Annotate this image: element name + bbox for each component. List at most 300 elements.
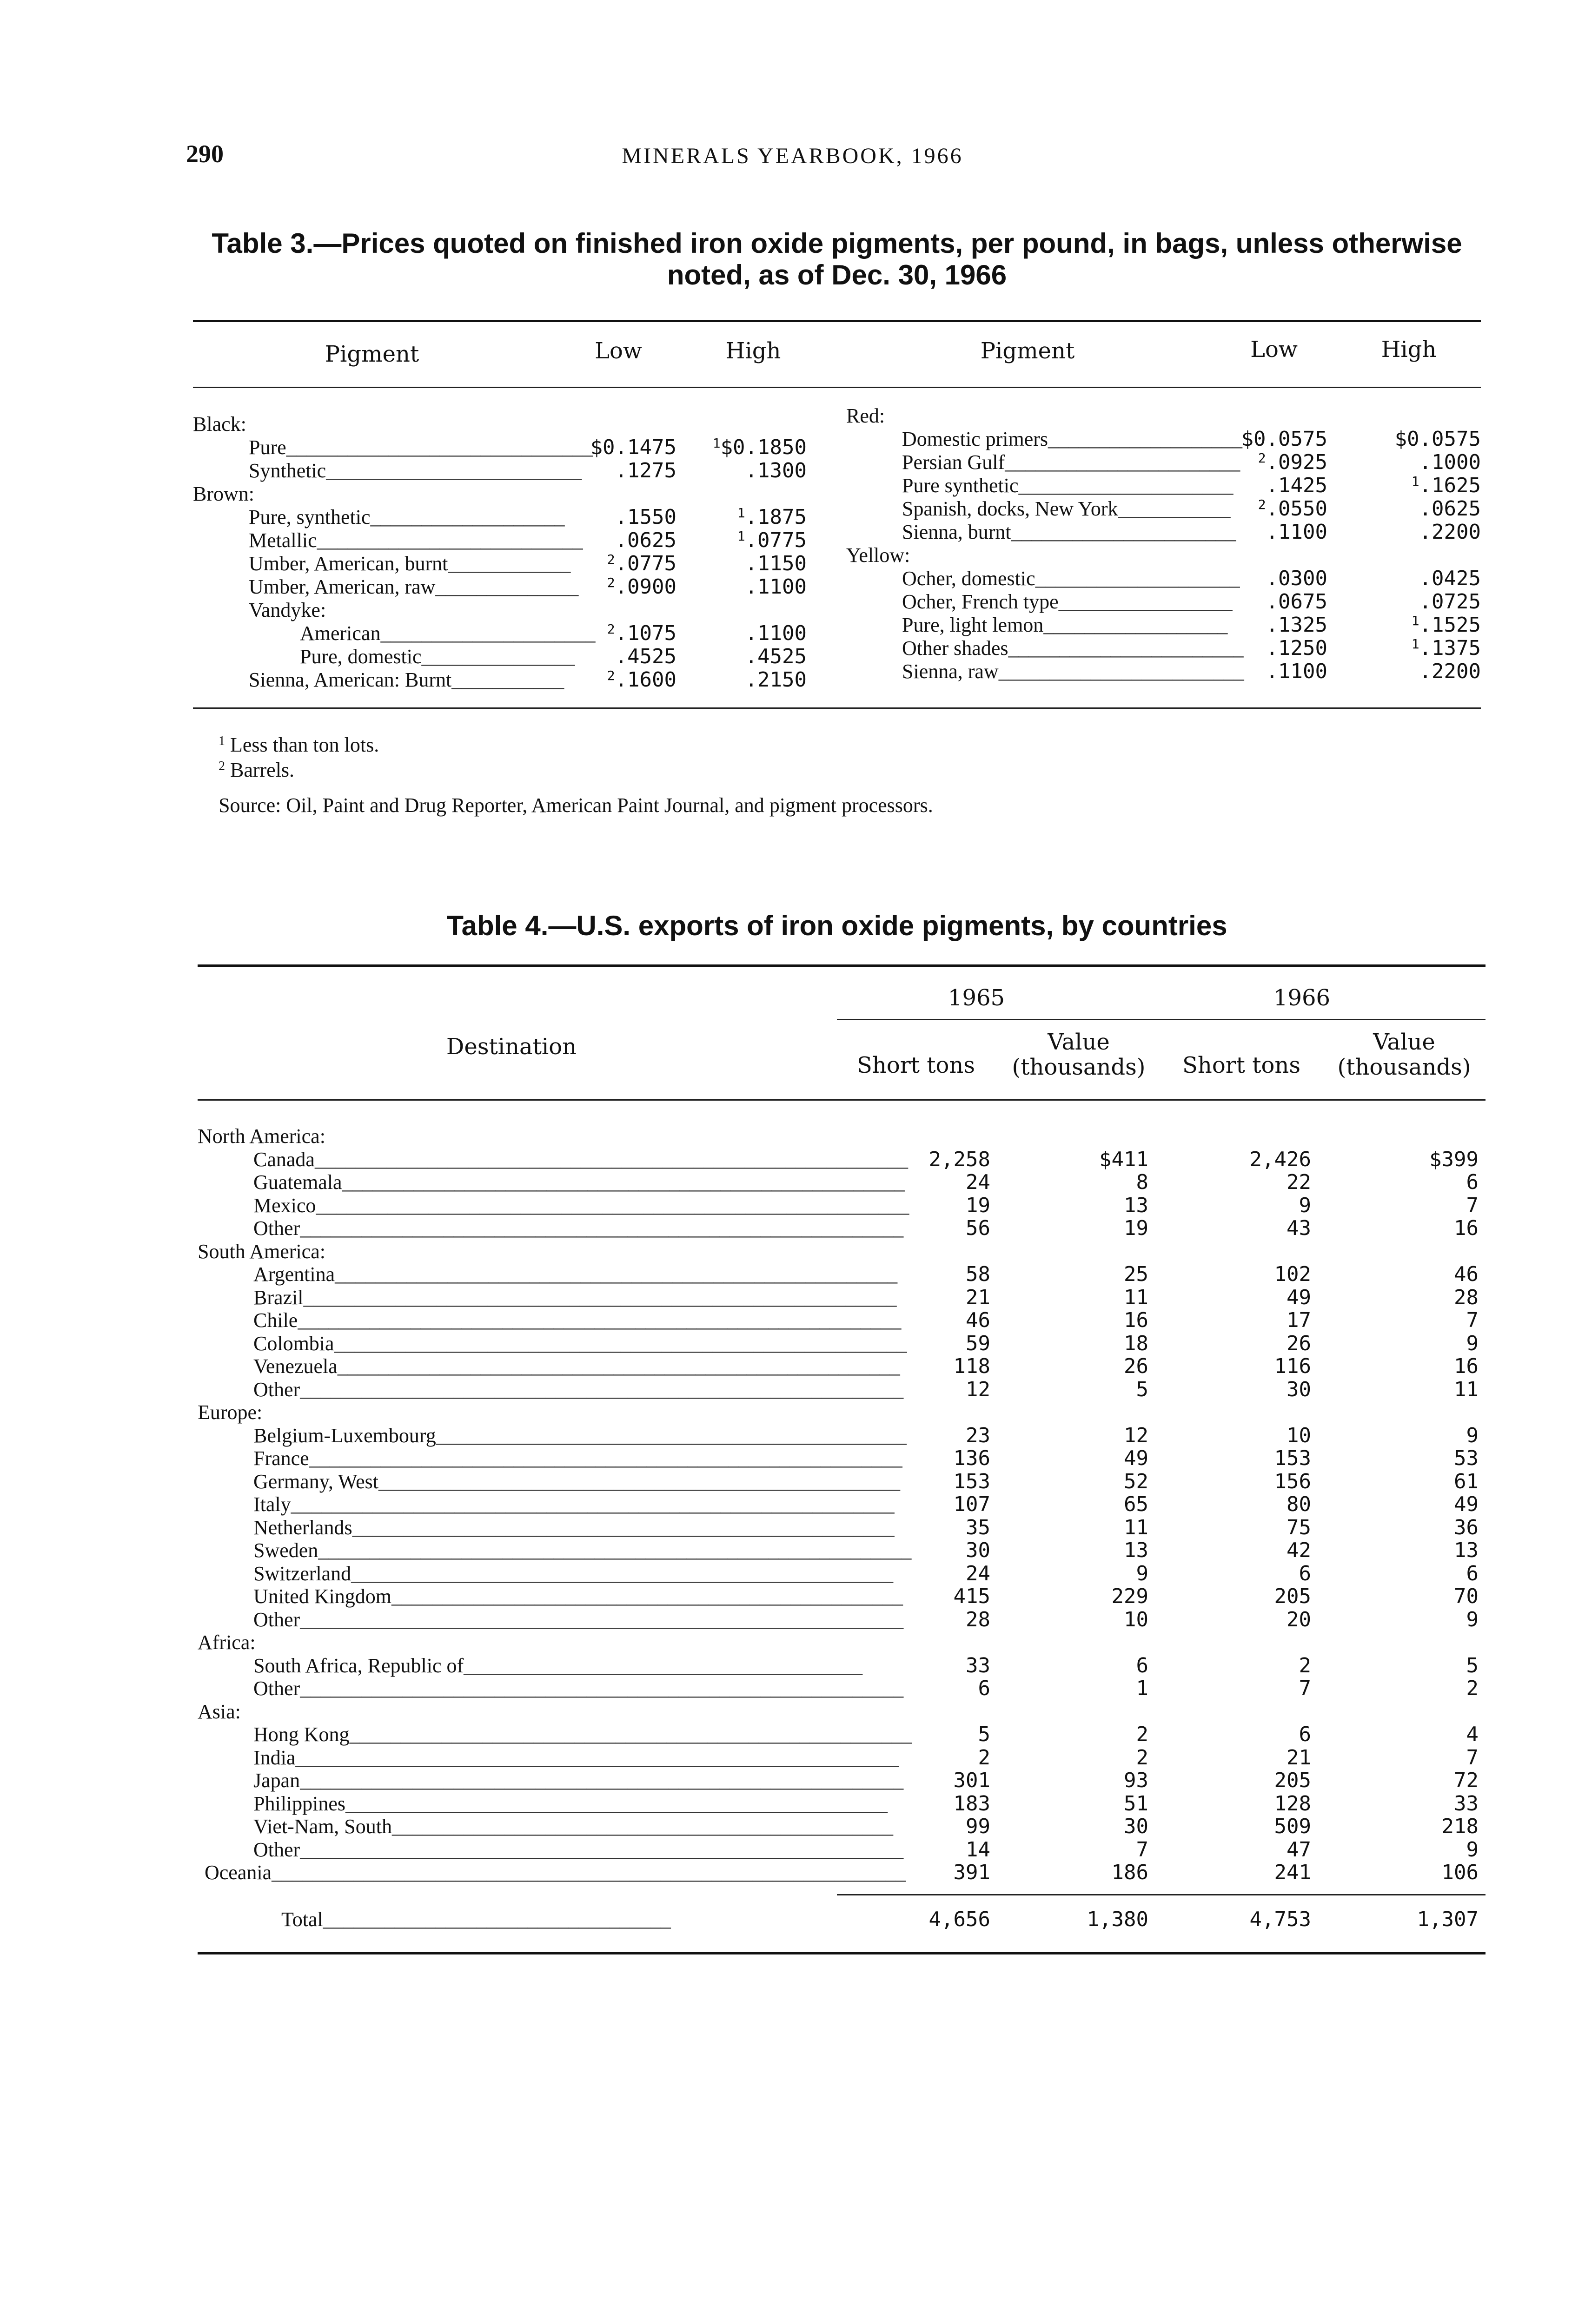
footnote-ref: 1: [1411, 613, 1419, 628]
page-number: 290: [186, 140, 224, 168]
table4-value-1966: 11: [1454, 1378, 1479, 1401]
destination-label: Other: [253, 1217, 300, 1240]
table3-row-label: [902, 428, 1242, 451]
table4-short-tons-1966: 30: [1287, 1378, 1311, 1401]
table4-total-value-1966: 1,307: [1417, 1908, 1479, 1931]
table3-high-price: [1365, 474, 1481, 497]
leader-dots: ___________________________________________________________: [295, 1746, 899, 1769]
table3-row-label: [249, 506, 565, 529]
table3-high-price: [690, 668, 807, 692]
table3-high-price: [690, 552, 807, 575]
table4-row-label: [253, 1539, 911, 1562]
table4-row-label: [253, 1654, 862, 1677]
table4-row-label: [253, 1516, 895, 1539]
table3-low-price: [560, 645, 676, 668]
destination-label: Guatemala: [253, 1171, 342, 1194]
table4-short-tons-1965: 24: [966, 1562, 990, 1585]
price-value: .1550: [615, 505, 676, 529]
table3-high-price: [690, 506, 807, 529]
table4-short-tons-1965: 59: [966, 1332, 990, 1355]
table4-value-1965: 10: [1124, 1608, 1148, 1631]
table4-short-tons-1965: 136: [953, 1446, 990, 1470]
table3-low-price: [1211, 428, 1327, 451]
table3-low-price: [1211, 660, 1327, 683]
table3-low-price: [560, 529, 676, 552]
table4-value-1966: 218: [1441, 1815, 1479, 1838]
destination-label: Philippines: [253, 1792, 346, 1815]
table4-header-1965: 1965: [948, 985, 1005, 1011]
leader-dots: __________________________________________________________: [303, 1286, 897, 1309]
table4-value-1966: 7: [1466, 1194, 1479, 1217]
table4-value-1966: 6: [1466, 1562, 1479, 1585]
table4-row-label: [198, 1700, 241, 1723]
leader-dots: ___________________: [1048, 428, 1243, 450]
pigment-label: Umber, American, raw: [249, 575, 436, 598]
footnote-ref: 1: [712, 436, 721, 451]
destination-label: Brazil: [253, 1286, 304, 1309]
price-value: .0625: [615, 528, 676, 552]
table4-value-1966: 7: [1466, 1746, 1479, 1769]
table4-value-1965: 93: [1124, 1769, 1148, 1792]
table4-row-label: [253, 1332, 907, 1355]
table4-value-1966: 106: [1441, 1861, 1479, 1884]
table4-total-rule: [837, 1894, 1486, 1895]
table3-low-price: [1211, 567, 1327, 590]
table4-row-label: [253, 1562, 893, 1585]
price-value: .0625: [1419, 497, 1481, 521]
value-line2: (thousands): [1337, 1054, 1471, 1080]
price-value: .1325: [1266, 613, 1327, 637]
table4-short-tons-1965: 183: [953, 1792, 990, 1816]
table4-total-value-1965: 1,380: [1087, 1908, 1148, 1931]
destination-label: Mexico: [253, 1194, 316, 1217]
pigment-label: Domestic primers: [902, 428, 1048, 450]
table4-value-1966: 2: [1466, 1677, 1479, 1700]
price-value: .2150: [745, 668, 807, 692]
table3-row-label: [249, 575, 578, 599]
table4-value-1965: 65: [1124, 1492, 1148, 1516]
pigment-label: Other shades: [902, 637, 1008, 660]
table4-value-1965: 26: [1124, 1354, 1148, 1378]
leader-dots: __________________________________________________: [391, 1585, 903, 1608]
footnote-mark: 1: [219, 734, 225, 748]
destination-label: Other: [253, 1838, 300, 1861]
table4-value-1966: 70: [1454, 1585, 1479, 1608]
price-value: .1100: [745, 621, 807, 645]
price-value: .0775: [745, 528, 807, 552]
table4-row-label: [198, 1125, 325, 1148]
table4-row-label: [253, 1723, 912, 1746]
table3-row-label: [902, 474, 1234, 497]
table4-row-label: [253, 1309, 901, 1332]
table3-low-price: [560, 459, 676, 482]
price-value: .2200: [1419, 520, 1481, 544]
price-value: .1600: [615, 668, 676, 692]
price-value: .4525: [745, 645, 807, 668]
table3-high-price: [1365, 521, 1481, 544]
table3-high-price: [1365, 614, 1481, 637]
table4-short-tons-1966: 205: [1274, 1769, 1311, 1792]
leader-dots: ___________________________________________________________: [300, 1769, 904, 1792]
leader-dots: __________________________________________________________: [316, 1194, 909, 1217]
table4-value-1965: 6: [1136, 1654, 1148, 1677]
price-value: .0775: [615, 552, 676, 575]
pigment-label: Ocher, domestic: [902, 567, 1035, 590]
table3-low-price: [560, 622, 676, 645]
footnote-ref: 2: [607, 668, 615, 683]
table3-row-label: [902, 567, 1240, 590]
running-head: MINERALS YEARBOOK, 1966: [622, 144, 963, 168]
destination-label: France: [253, 1447, 309, 1470]
table4-value-1966: 9: [1466, 1838, 1479, 1862]
leader-dots: ______________________________________________________________: [272, 1861, 906, 1884]
table4-short-tons-1965: 6: [978, 1677, 990, 1700]
leader-dots: ___________________________________________________________: [298, 1309, 902, 1332]
leader-dots: _________________: [1058, 590, 1233, 613]
footnote-ref: 1: [737, 528, 745, 544]
table3-row-label: [902, 637, 1244, 660]
destination-label: Africa:: [198, 1631, 256, 1654]
price-value: $0.0575: [1394, 427, 1481, 451]
price-value: .0300: [1266, 567, 1327, 590]
table4-short-tons-1966: 9: [1299, 1194, 1311, 1217]
leader-dots: _______________________________________________________: [349, 1723, 912, 1746]
table4-header-destination: Destination: [446, 1034, 577, 1060]
table3-row-label: [193, 413, 246, 436]
price-value: .1525: [1419, 613, 1481, 637]
table4-short-tons-1965: 30: [966, 1538, 990, 1562]
table4-row-label: [198, 1401, 262, 1424]
price-value: .1300: [745, 459, 807, 482]
table4-row-label: [253, 1447, 902, 1470]
table4-value-1965: 52: [1124, 1470, 1148, 1493]
table3-low-price: [1211, 521, 1327, 544]
destination-label: Sweden: [253, 1539, 318, 1562]
table3-source: Source: Oil, Paint and Drug Reporter, American Paint Journal, and pigment processors.: [219, 794, 933, 817]
table4-value-1966: 9: [1466, 1332, 1479, 1355]
table4-value-1965: 19: [1124, 1216, 1148, 1240]
table3-title: [186, 228, 1488, 291]
table4-value-1966: 9: [1466, 1424, 1479, 1447]
table4-row-label: [253, 1792, 888, 1816]
price-value: .0925: [1266, 450, 1327, 474]
table4-short-tons-1965: 24: [966, 1170, 990, 1194]
table4-short-tons-1965: 14: [966, 1838, 990, 1862]
table3-high-price: [1365, 428, 1481, 451]
footnote-ref: 2: [607, 575, 615, 590]
table4-short-tons-1965: 2: [978, 1746, 990, 1769]
table3-high-price: [690, 645, 807, 668]
table4-short-tons-1966: 26: [1287, 1332, 1311, 1355]
table3-row-label: [902, 614, 1227, 637]
leader-dots: _________________________: [326, 459, 582, 482]
table4-short-tons-1966: 241: [1274, 1861, 1311, 1884]
leader-dots: __________________________________________________________: [318, 1539, 912, 1562]
table4-short-tons-1966: 509: [1274, 1815, 1311, 1838]
pigment-label: Red:: [846, 404, 885, 427]
table3-title-line1: Table 3.—Prices quoted on finished iron oxide pigments, per pound, in bags, unless otherwise: [212, 228, 1462, 259]
table4-short-tons-1965: 23: [966, 1424, 990, 1447]
table4-short-tons-1966: 20: [1287, 1608, 1311, 1631]
destination-label: Europe:: [198, 1401, 263, 1424]
price-value: .1375: [1419, 636, 1481, 660]
table4-short-tons-1966: 153: [1274, 1446, 1311, 1470]
table4-value-1965: 2: [1136, 1723, 1148, 1746]
table4-value-1966: 9: [1466, 1608, 1479, 1631]
leader-dots: ______________: [435, 575, 579, 598]
table3-row-label: [249, 552, 570, 575]
table4-row-label: [253, 1217, 903, 1240]
destination-label: Canada: [253, 1148, 315, 1171]
table4-value-1965: 49: [1124, 1446, 1148, 1470]
table4-value-1965: 51: [1124, 1792, 1148, 1816]
pigment-label: American: [300, 622, 381, 645]
leader-dots: _______________________________________________________: [337, 1355, 900, 1378]
table3-footnote-2: [219, 759, 294, 782]
table4-value-1965: 8: [1136, 1170, 1148, 1194]
table3-row-label: [249, 668, 564, 692]
footnote-ref: 2: [607, 552, 615, 567]
table4-short-tons-1966: 43: [1287, 1216, 1311, 1240]
destination-label: Argentina: [253, 1263, 335, 1286]
table4-short-tons-1966: 205: [1274, 1585, 1311, 1608]
table4-value-1966: 16: [1454, 1216, 1479, 1240]
leader-dots: _____________________________________________________: [352, 1516, 895, 1539]
table4-value-1965: 186: [1111, 1861, 1148, 1884]
leader-dots: __________________________________________________________: [309, 1447, 902, 1470]
table4-value-1965: 11: [1124, 1286, 1148, 1309]
destination-label: Netherlands: [253, 1516, 352, 1539]
price-value: .4525: [615, 645, 676, 668]
destination-label: North America:: [198, 1125, 325, 1148]
table4-value-1965: 7: [1136, 1838, 1148, 1862]
table3-row-label: [249, 529, 583, 552]
table3-row-label: [249, 459, 582, 482]
table4-value-1966: 49: [1454, 1492, 1479, 1516]
table4-row-label: [253, 1470, 900, 1493]
destination-label: United Kingdom: [253, 1585, 391, 1608]
table4-short-tons-1965: 415: [953, 1585, 990, 1608]
table4-short-tons-1965: 391: [953, 1861, 990, 1884]
table4-value-1966: 28: [1454, 1286, 1479, 1309]
table4-value-1965: 229: [1111, 1585, 1148, 1608]
table3-row-label: [300, 622, 595, 645]
price-value: .1150: [745, 552, 807, 575]
table4-total-tons-1965: 4,656: [928, 1908, 990, 1931]
table3-header-pigment-right: Pigment: [980, 338, 1075, 364]
pigment-label: Pure synthetic: [902, 474, 1019, 497]
table4-value-1965: 25: [1124, 1262, 1148, 1286]
pigment-label: Pure: [249, 436, 286, 459]
table4-short-tons-1965: 107: [953, 1492, 990, 1516]
table3-row-label: [300, 645, 575, 668]
table4-value-1965: 16: [1124, 1308, 1148, 1332]
table3-header-low-right: Low: [1250, 337, 1298, 363]
table3-low-price: [1211, 497, 1327, 521]
table3-high-price: [1365, 637, 1481, 660]
table4-value-1965: 5: [1136, 1378, 1148, 1401]
table4-short-tons-1966: 2,426: [1249, 1148, 1311, 1171]
table3-title-line2: noted, as of Dec. 30, 1966: [667, 259, 1007, 290]
table3-low-price: [1211, 451, 1327, 474]
table4-short-tons-1966: 42: [1287, 1538, 1311, 1562]
table4-short-tons-1965: 153: [953, 1470, 990, 1493]
table4-short-tons-1966: 128: [1274, 1792, 1311, 1816]
table4-short-tons-1966: 75: [1287, 1516, 1311, 1539]
table4-value-1966: 5: [1466, 1654, 1479, 1677]
table3-high-price: [1365, 497, 1481, 521]
destination-label: Hong Kong: [253, 1723, 350, 1746]
table4-short-tons-1966: 10: [1287, 1424, 1311, 1447]
destination-label: Viet-Nam, South: [253, 1815, 392, 1838]
leader-dots: _________________________________________________: [392, 1815, 893, 1838]
table3-bottom-rule: [193, 707, 1481, 709]
table3-row-label: [249, 599, 326, 622]
table4-value-1966: 36: [1454, 1516, 1479, 1539]
destination-label: Venezuela: [253, 1355, 338, 1378]
table4-total-label: [281, 1908, 671, 1931]
destination-label: Other: [253, 1677, 300, 1700]
table4-short-tons-1966: 17: [1287, 1308, 1311, 1332]
table4-value-1965: $411: [1099, 1148, 1148, 1171]
table4-row-label: [253, 1171, 905, 1194]
table4-short-tons-1965: 5: [978, 1723, 990, 1746]
leader-dots: _____________________________________________________: [345, 1792, 888, 1815]
leader-dots: ________________________________________________________: [334, 1332, 907, 1355]
pigment-label: Ocher, French type: [902, 590, 1059, 613]
table4-value-1966: 13: [1454, 1538, 1479, 1562]
price-value: .0900: [615, 575, 676, 599]
table3-high-price: [1365, 567, 1481, 590]
table4-short-tons-1965: 2,258: [928, 1148, 990, 1171]
value-line1: Value: [1373, 1029, 1435, 1055]
price-value: .1250: [1266, 636, 1327, 660]
table3-high-price: [1365, 451, 1481, 474]
table4-short-tons-1965: 46: [966, 1308, 990, 1332]
table3-row-label: [902, 521, 1236, 544]
table4-short-tons-1966: 49: [1287, 1286, 1311, 1309]
table4-short-tons-1966: 6: [1299, 1723, 1311, 1746]
leader-dots: _____________________: [380, 622, 596, 645]
table4-row-label: [253, 1838, 903, 1862]
table4-header-short-tons-1966: Short tons: [1182, 1052, 1300, 1078]
leader-dots: ___________________________________________________________: [300, 1378, 904, 1401]
destination-label: Other: [253, 1608, 300, 1631]
price-value: $0.0575: [1241, 427, 1327, 451]
leader-dots: _______________________: [1005, 451, 1240, 474]
table4-top-rule: [198, 964, 1486, 967]
pigment-label: Pure, synthetic: [249, 506, 371, 528]
destination-label: Chile: [253, 1309, 298, 1332]
table3-row-label: [902, 590, 1233, 614]
table4-value-1966: 4: [1466, 1723, 1479, 1746]
table4-value-1965: 11: [1124, 1516, 1148, 1539]
table4-header-value-1965: [1000, 1030, 1158, 1080]
table4-row-label: [253, 1148, 908, 1171]
price-value: .1425: [1266, 474, 1327, 497]
table3-row-label: [902, 497, 1230, 521]
table3-header-rule: [193, 387, 1481, 388]
table4-header-rule: [198, 1099, 1486, 1101]
table3-row-label: [902, 660, 1244, 683]
leader-dots: __________________________________________________________: [314, 1148, 908, 1171]
table4-header-short-tons-1965: Short tons: [857, 1052, 975, 1078]
pigment-label: Umber, American, burnt: [249, 552, 448, 575]
table4-value-1965: 13: [1124, 1194, 1148, 1217]
leader-dots: __________________________________: [323, 1908, 671, 1931]
destination-label: Germany, West: [253, 1470, 378, 1493]
destination-label: Asia:: [198, 1700, 241, 1723]
table4-row-label: [253, 1493, 895, 1516]
leader-dots: ___________________: [370, 506, 565, 528]
table4-value-1965: 9: [1136, 1562, 1148, 1585]
value-line1: Value: [1048, 1029, 1110, 1055]
footnote-ref: 2: [607, 621, 615, 637]
table3-footnote-1: [219, 733, 379, 757]
price-value: .0725: [1419, 590, 1481, 614]
price-value: .1100: [1266, 520, 1327, 544]
table3-row-label: [249, 436, 593, 459]
table4-year-rule: [837, 1019, 1486, 1020]
table4-short-tons-1966: 21: [1287, 1746, 1311, 1769]
table4-value-1966: 7: [1466, 1308, 1479, 1332]
leader-dots: ___________________________________________________________: [300, 1677, 904, 1700]
table4-bottom-rule: [198, 1952, 1486, 1954]
table4-row-label: [253, 1355, 900, 1378]
table4-short-tons-1965: 21: [966, 1286, 990, 1309]
value-line2: (thousands): [1012, 1054, 1146, 1080]
pigment-label: Pure, domestic: [300, 645, 422, 668]
table4-short-tons-1965: 99: [966, 1815, 990, 1838]
table4-row-label: [253, 1677, 903, 1700]
table3-low-price: [1211, 614, 1327, 637]
table4-short-tons-1965: 118: [953, 1354, 990, 1378]
table4-value-1966: 46: [1454, 1262, 1479, 1286]
table3-low-price: [1211, 637, 1327, 660]
footnote-ref: 1: [1411, 474, 1419, 489]
table4-value-1965: 18: [1124, 1332, 1148, 1355]
footnote-ref: 1: [737, 505, 745, 521]
leader-dots: _______________________________________________________: [342, 1171, 905, 1194]
table4-value-1966: 6: [1466, 1170, 1479, 1194]
leader-dots: ___________________________________________________: [378, 1470, 900, 1493]
price-value: $0.1850: [720, 436, 807, 459]
destination-label: Italy: [253, 1493, 291, 1516]
footnote-ref: 2: [1258, 450, 1266, 466]
destination-label: Colombia: [253, 1332, 334, 1355]
price-value: .1875: [745, 505, 807, 529]
table3-high-price: [690, 436, 807, 459]
leader-dots: ______________________________: [286, 436, 593, 459]
table4-short-tons-1966: 102: [1274, 1262, 1311, 1286]
table4-header-1966: 1966: [1273, 985, 1331, 1011]
table4-short-tons-1965: 35: [966, 1516, 990, 1539]
table4-short-tons-1965: 56: [966, 1216, 990, 1240]
destination-label: Switzerland: [253, 1562, 351, 1585]
leader-dots: ______________________: [1011, 521, 1236, 543]
pigment-label: Sienna, American: Burnt: [249, 668, 452, 691]
table4-value-1965: 2: [1136, 1746, 1148, 1769]
table3-low-price: [560, 552, 676, 575]
table4-short-tons-1966: 6: [1299, 1562, 1311, 1585]
table4-short-tons-1966: 156: [1274, 1470, 1311, 1493]
destination-label: India: [253, 1746, 296, 1769]
leader-dots: ________________________: [998, 660, 1244, 683]
table4-short-tons-1965: 19: [966, 1194, 990, 1217]
pigment-label: Pure, light lemon: [902, 614, 1044, 636]
table4-short-tons-1965: 33: [966, 1654, 990, 1677]
price-value: .0425: [1419, 567, 1481, 590]
